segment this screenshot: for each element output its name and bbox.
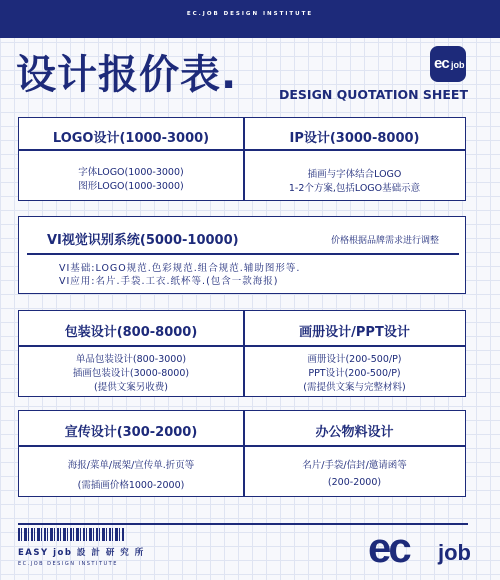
footer-logo-job-text: job [438,540,471,565]
logo-design-title: LOGO设计(1000-3000) [52,131,210,146]
footer-brand-name: EASY job 設 計 研 究 所 [18,548,145,558]
card-packaging-brochure [18,310,466,397]
page-subtitle: DESIGN QUOTATION SHEET [279,87,468,102]
brochure-design-note: (需提供文案与完整材料) [303,382,406,393]
vi-design-note: 价格根据品牌需求进行调整 [331,236,440,246]
cell-promo-design [19,411,243,496]
vi-design-line: VI应用:名片.手袋.工衣.纸杯等.(包含一款海报) [59,276,279,287]
footer-brand-logo [368,524,486,572]
promo-design-note: (需插画价格1000-2000) [77,480,185,491]
page-title: 设计报价表. [16,52,238,98]
top-banner [0,0,500,38]
logo-design-line: 图形LOGO(1000-3000) [78,181,184,192]
cell-packaging-design [19,311,243,396]
packaging-design-line: 单品包装设计(800-3000) [75,354,187,365]
card-vi [18,216,466,294]
card-header-divider [19,345,465,347]
packaging-design-title: 包装设计(800-8000) [64,325,198,340]
card-promo-office [18,410,466,497]
logo-ec-text: ec [434,55,449,72]
footer-logo-ec-text: ec [368,524,409,571]
cell-ip-design [244,118,465,200]
ip-design-line: 插画与字体结合LOGO [307,169,402,180]
ip-design-title: IP设计(3000-8000) [289,131,420,146]
packaging-design-note: (提供文案另收费) [94,382,168,393]
cell-office-design [244,411,465,496]
vi-design-title: VI视觉识别系统(5000-10000) [47,233,239,248]
brochure-design-line: PPT设计(200-500/P) [308,368,401,379]
card-header-divider [19,445,465,447]
ip-design-line: 1-2个方案,包括LOGO基础示意 [288,183,421,194]
barcode-icon [18,528,124,541]
card-header-divider [19,149,465,151]
office-design-title: 办公物料设计 [315,425,394,440]
cell-brochure-design [244,311,465,396]
footer-institute-text: EC.JOB DESIGN INSTITUTE [18,561,118,567]
vi-design-line: VI基础:LOGO规范.色彩规范.组合规范.辅助图形等. [59,263,301,274]
office-design-line: 名片/手袋/信封/邀请函等 [302,460,407,471]
promo-design-title: 宣传设计(300-2000) [64,425,198,440]
brand-logo-badge [430,46,466,82]
cell-logo-design [19,118,243,200]
promo-design-line: 海报/菜单/展架/宣传单.折页等 [67,460,195,471]
logo-design-line: 字体LOGO(1000-3000) [78,167,184,178]
brochure-design-title: 画册设计/PPT设计 [299,325,410,340]
card-logo-ip [18,117,466,201]
packaging-design-line: 插画包装设计(3000-8000) [72,368,190,379]
logo-job-text: job [451,60,465,70]
office-design-note: (200-2000) [327,477,382,488]
card-header-divider [27,253,459,255]
top-banner-text: EC.JOB DESIGN INSTITUTE [186,11,314,17]
brochure-design-line: 画册设计(200-500/P) [307,354,402,365]
